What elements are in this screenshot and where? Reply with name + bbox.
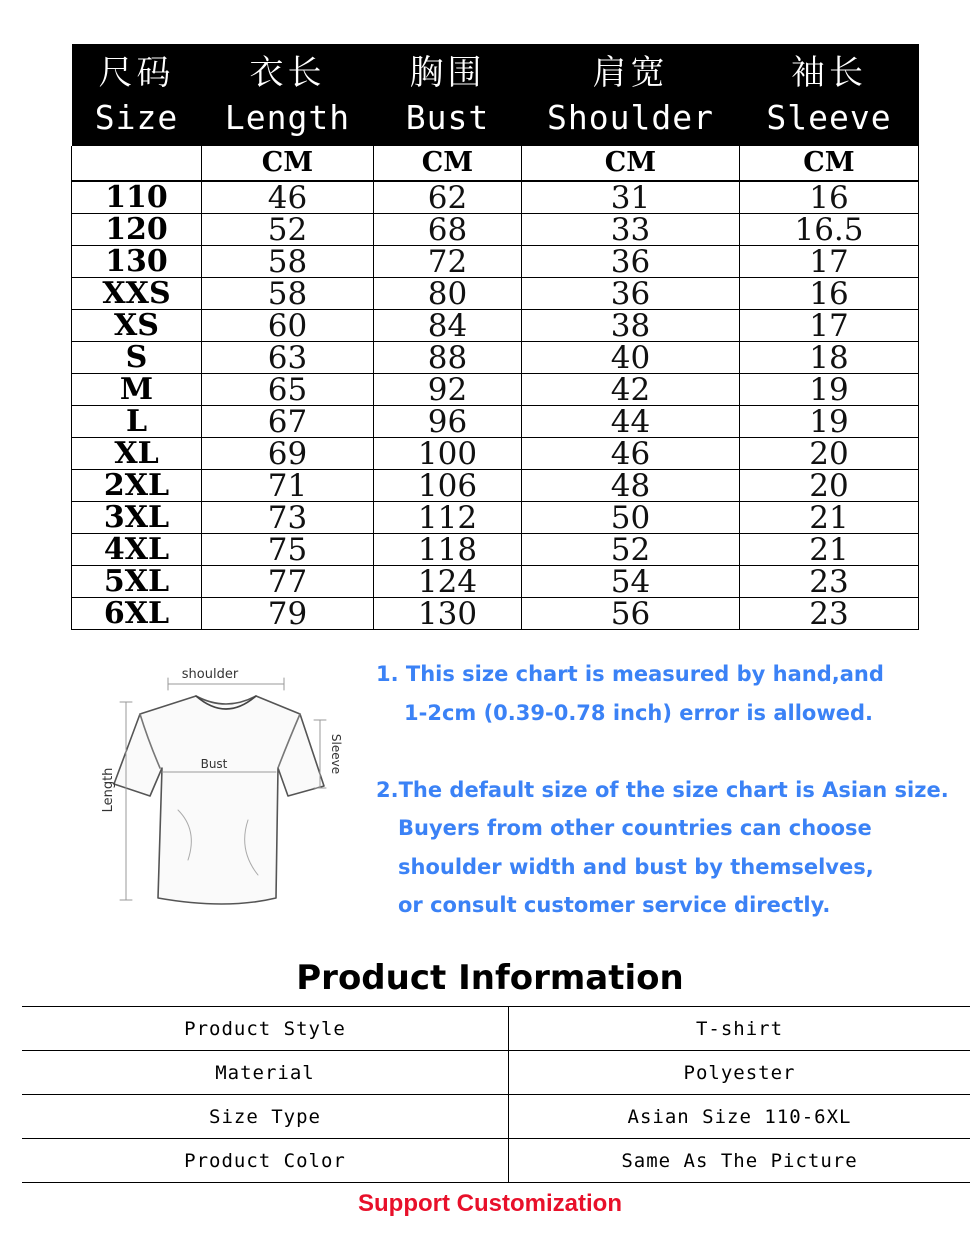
size-row <box>72 246 919 278</box>
header-length-en: Length <box>224 98 351 137</box>
note-line-5: shoulder width and bust by themselves, <box>398 855 874 879</box>
size-row <box>72 310 919 342</box>
size-row <box>72 598 919 630</box>
shoulder-cell: 31 <box>522 181 740 214</box>
size-chart-table <box>71 44 919 630</box>
sleeve-cell: 20 <box>740 470 919 502</box>
shoulder-cell: 50 <box>522 502 740 534</box>
length-cell: 75 <box>202 534 374 566</box>
bust-cell: 96 <box>374 406 522 438</box>
header-size <box>72 44 202 146</box>
size-row <box>72 374 919 406</box>
product-info-table <box>22 1006 970 1183</box>
note-line-4: Buyers from other countries can choose <box>398 816 872 840</box>
shoulder-cell: 56 <box>522 598 740 630</box>
support-customization-text: Support Customization <box>358 1190 622 1217</box>
bust-cell: 130 <box>374 598 522 630</box>
size-cell: 120 <box>72 214 202 246</box>
sleeve-cell: 17 <box>740 246 919 278</box>
shoulder-cell: 36 <box>522 246 740 278</box>
info-value: Polyester <box>509 1051 971 1095</box>
unit-cell: CM <box>202 146 374 181</box>
header-sleeve-en: Sleeve <box>766 98 892 137</box>
bust-cell: 124 <box>374 566 522 598</box>
size-cell: 2XL <box>72 470 202 502</box>
note-line-3: 2.The default size of the size chart is Asian size. <box>376 778 949 802</box>
size-cell: 130 <box>72 246 202 278</box>
length-cell: 52 <box>202 214 374 246</box>
unit-cell: CM <box>522 146 740 181</box>
header-shoulder-en: Shoulder <box>547 98 714 137</box>
size-row <box>72 438 919 470</box>
header-length <box>202 44 374 146</box>
header-shoulder-cn: 肩宽 <box>592 53 669 93</box>
bust-cell: 118 <box>374 534 522 566</box>
size-cell: 110 <box>72 181 202 214</box>
bust-cell: 68 <box>374 214 522 246</box>
size-cell: M <box>72 374 202 406</box>
shoulder-cell: 40 <box>522 342 740 374</box>
sleeve-cell: 19 <box>740 374 919 406</box>
info-value: T-shirt <box>509 1007 971 1051</box>
product-info-title: Product Information <box>296 958 684 998</box>
size-cell: 4XL <box>72 534 202 566</box>
size-row <box>72 534 919 566</box>
bust-cell: 72 <box>374 246 522 278</box>
size-row <box>72 566 919 598</box>
diagram-shoulder-label: shoulder <box>181 667 239 682</box>
header-shoulder <box>522 44 740 146</box>
header-bust-cn: 胸围 <box>409 53 486 93</box>
info-row <box>22 1051 970 1095</box>
sleeve-cell: 16.5 <box>740 214 919 246</box>
size-chart-header-row <box>72 44 919 146</box>
size-row <box>72 278 919 310</box>
size-cell: XXS <box>72 278 202 310</box>
size-cell: 5XL <box>72 566 202 598</box>
sleeve-cell: 23 <box>740 598 919 630</box>
bust-cell: 100 <box>374 438 522 470</box>
diagram-sleeve-label: Sleeve <box>329 733 343 775</box>
size-row <box>72 470 919 502</box>
info-value: Asian Size 110-6XL <box>509 1095 971 1139</box>
length-cell: 69 <box>202 438 374 470</box>
shoulder-cell: 33 <box>522 214 740 246</box>
size-cell: XL <box>72 438 202 470</box>
diagram-length-label: Length <box>101 767 116 813</box>
length-cell: 58 <box>202 278 374 310</box>
header-bust-en: Bust <box>405 98 490 137</box>
unit-row <box>72 146 919 181</box>
bust-cell: 112 <box>374 502 522 534</box>
size-row <box>72 214 919 246</box>
note-line-1: 1. This size chart is measured by hand,and <box>376 662 884 686</box>
bust-cell: 88 <box>374 342 522 374</box>
sleeve-cell: 17 <box>740 310 919 342</box>
info-value: Same As The Picture <box>509 1139 971 1183</box>
shoulder-cell: 38 <box>522 310 740 342</box>
length-cell: 67 <box>202 406 374 438</box>
size-cell: XS <box>72 310 202 342</box>
length-cell: 60 <box>202 310 374 342</box>
bust-cell: 84 <box>374 310 522 342</box>
size-cell: S <box>72 342 202 374</box>
header-bust <box>374 44 522 146</box>
sleeve-cell: 16 <box>740 278 919 310</box>
shoulder-cell: 46 <box>522 438 740 470</box>
header-size-en: Size <box>94 98 179 137</box>
length-cell: 77 <box>202 566 374 598</box>
note-line-2: 1-2cm (0.39-0.78 inch) error is allowed. <box>404 701 873 725</box>
sleeve-cell: 20 <box>740 438 919 470</box>
shoulder-cell: 44 <box>522 406 740 438</box>
info-row <box>22 1139 970 1183</box>
length-cell: 46 <box>202 181 374 214</box>
tshirt-measurement-diagram <box>88 660 348 922</box>
bust-cell: 80 <box>374 278 522 310</box>
sleeve-cell: 23 <box>740 566 919 598</box>
size-cell: L <box>72 406 202 438</box>
size-cell: 6XL <box>72 598 202 630</box>
header-size-cn: 尺码 <box>98 53 175 93</box>
shoulder-cell: 54 <box>522 566 740 598</box>
unit-cell <box>72 146 202 181</box>
header-sleeve-cn: 袖长 <box>791 53 867 93</box>
size-row <box>72 181 919 214</box>
size-row <box>72 342 919 374</box>
size-row <box>72 502 919 534</box>
length-cell: 71 <box>202 470 374 502</box>
size-row <box>72 406 919 438</box>
length-cell: 73 <box>202 502 374 534</box>
info-row <box>22 1095 970 1139</box>
unit-cell: CM <box>740 146 919 181</box>
info-label: Size Type <box>22 1095 509 1139</box>
info-label: Material <box>22 1051 509 1095</box>
shoulder-cell: 36 <box>522 278 740 310</box>
note-line-6: or consult customer service directly. <box>398 893 831 917</box>
shoulder-cell: 52 <box>522 534 740 566</box>
bust-cell: 62 <box>374 181 522 214</box>
bust-cell: 106 <box>374 470 522 502</box>
info-label: Product Style <box>22 1007 509 1051</box>
size-cell: 3XL <box>72 502 202 534</box>
sleeve-cell: 16 <box>740 181 919 214</box>
shoulder-cell: 48 <box>522 470 740 502</box>
length-cell: 63 <box>202 342 374 374</box>
length-cell: 65 <box>202 374 374 406</box>
header-sleeve <box>740 44 919 146</box>
header-length-cn: 衣长 <box>249 53 326 93</box>
diagram-bust-label: Bust <box>200 757 228 771</box>
unit-cell: CM <box>374 146 522 181</box>
info-row <box>22 1007 970 1051</box>
sleeve-cell: 21 <box>740 502 919 534</box>
shoulder-cell: 42 <box>522 374 740 406</box>
sleeve-cell: 21 <box>740 534 919 566</box>
sleeve-cell: 19 <box>740 406 919 438</box>
bust-cell: 92 <box>374 374 522 406</box>
length-cell: 58 <box>202 246 374 278</box>
sleeve-cell: 18 <box>740 342 919 374</box>
info-label: Product Color <box>22 1139 509 1183</box>
length-cell: 79 <box>202 598 374 630</box>
